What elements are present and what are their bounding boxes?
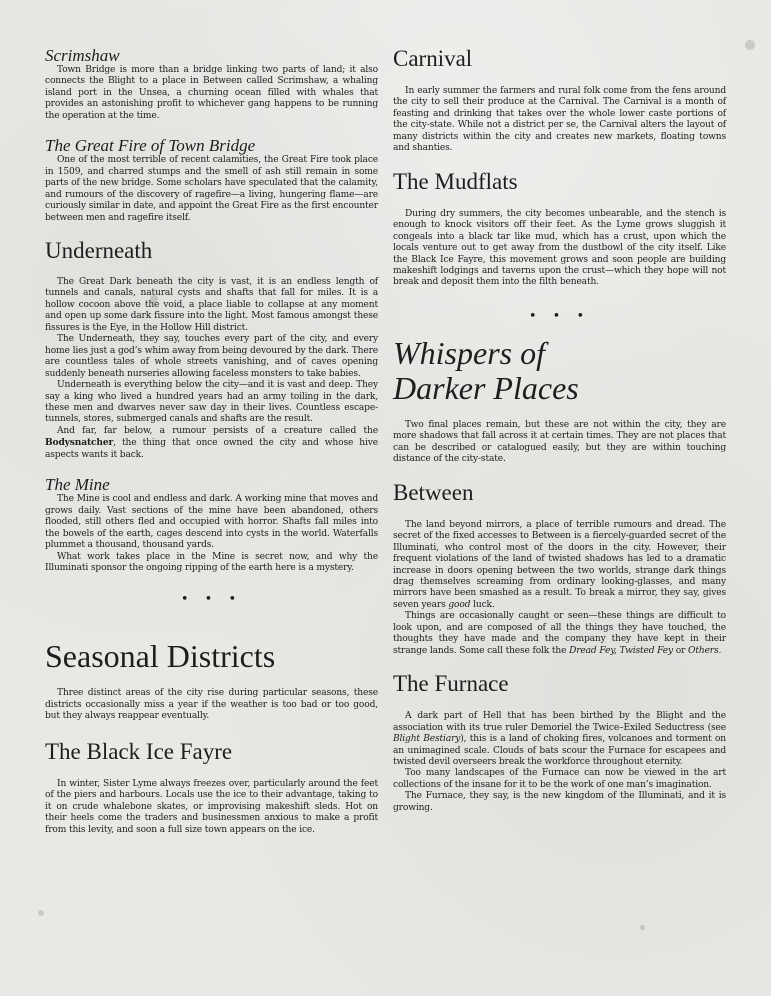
section-mine [45, 475, 378, 574]
paragraph [393, 711, 726, 768]
paragraph: The Furnace, they say, is the new kingdom of the Illuminati, and it is growing. [393, 791, 726, 813]
heading-between: Between [393, 479, 474, 505]
blight-bestiary-ref: Blight Bestiary [393, 734, 461, 745]
text: good [448, 599, 471, 610]
paragraph: Underneath is everything below the city—and it is vast and deep. They say a king who lived a hundred years had an army toiling in the dark, these men and dwarves never saw day in their lives. Countless escape-tunnels, stores, submerged canals and shafts are the result. [45, 380, 378, 425]
heading-great-fire: The Great Fire of Town Bridge [45, 136, 256, 156]
paragraph: Town Bridge is more than a bridge linking two parts of land; it also connects the Blight to a place in Between called Scrimshaw, a whaling island port in the Unsea, a churning ocean filled with whales that provides an astonishing profit to whichever gang happens to be running the operation at the time. [45, 65, 378, 121]
text: Dread Fey, Twisted Fey [569, 645, 674, 656]
paragraph: During dry summers, the city becomes unbearable, and the stench is enough to knock visitors off their feet. As the Lyme grows sluggish it congeals into a black tar like mud, which has a crust, upon which the locals venture out to get away from the dustbowl of the city itself. Like the Black Ice Fayre, this movement grows and soon people are building makeshift lodgings and taverns upon the crust—which they hope will not break and deposit them into the filth beneath. [393, 208, 726, 288]
section-whispers [393, 336, 726, 466]
text: Others [688, 645, 719, 656]
heading-scrimshaw: Scrimshaw [45, 46, 120, 65]
section-scrimshaw [45, 46, 378, 122]
text: or [673, 645, 689, 656]
paragraph: In winter, Sister Lyme always freezes over, particularly around the feet of the piers and harbours. Locals use the ice to their advantage, taking to it on crude whalebone skates, or improvising makeshift sleds. Hot on their heels come the traders and businessmen anxious to make a profit from this levity, and soon a full size town appears on the ice. [45, 778, 378, 835]
section-between [393, 480, 726, 657]
heading-seasonal-districts: Seasonal Districts [45, 638, 276, 675]
text: , the thing that once owned the city and whose hive aspects wants it back. [45, 438, 378, 460]
paragraph [393, 611, 726, 657]
section-divider: • • • [528, 308, 591, 324]
right-column [393, 42, 726, 814]
text: And far, far below, a rumour persists of a creature called the [57, 425, 378, 436]
heading-mine: The Mine [45, 475, 110, 495]
text: luck. [470, 599, 495, 610]
section-seasonal [45, 639, 378, 722]
text: . [718, 645, 722, 656]
section-great-fire [45, 136, 378, 224]
bodysnatcher-term: Bodysnatcher [45, 437, 114, 449]
heading-black-ice-fayre: The Black Ice Fayre [45, 738, 233, 764]
section-carnival [393, 46, 726, 155]
paragraph: Three distinct areas of the city rise during particular seasons, these districts occasionally miss a year if the weather is too bad or too good, but they always reappear eventually. [45, 688, 378, 722]
paper-speck [38, 910, 44, 916]
paper-speck [745, 40, 755, 50]
paragraph: In early summer the farmers and rural folk come from the fens around the city to sell their produce at the Carnival. The Carnival is a month of feasting and drinking that takes over the whole lower caste portions of the city-state. While not a district per se, the Carnival alters the layout of many districts within the city and creates new markets, floating towns and shanties. [393, 86, 726, 154]
section-underneath [45, 238, 378, 461]
left-column [45, 42, 378, 836]
heading-whispers-line1: Whispers of [393, 334, 545, 371]
heading-mudflats: The Mudflats [393, 168, 518, 194]
text: ), this is a land of choking fires, volcanoes and torment on an unimagined scale. Clouds of bats scour the Furnace for escapees and twisted devil overseers break the workforce throughout eternity. [393, 734, 726, 767]
paragraph: The Mine is cool and endless and dark. A working mine that moves and grows daily. Vast sections of the mine have been abandoned, others flooded, still others fled and occupied with horror. Shafts fall miles into the bowels of the earth, cages descend into cysts in the world. Waterfalls plummet a thousand, thousand yards. [45, 494, 378, 551]
heading-carnival: Carnival [393, 46, 473, 71]
section-black-ice [45, 739, 378, 836]
section-furnace [393, 671, 726, 814]
text: The land beyond mirrors, a place of terrible rumours and dread. The secret of the fixed accesses to Between is a fiercely-guarded secret of the Illuminati, who control most of the doors in the city. However, their frequent violations of the land of twisted shadows has led to a dramatic increase in doors opening between the two worlds, strange dark things drag themselves screaming from ordinary looking-glasses, and many mirrors have been smashed as a result. To break a mirror, they say, gives seven years [393, 519, 726, 610]
paragraph: Two final places remain, but these are not within the city, they are more shadows that fall across it at certain times. They are not places that can be described or catalogued easily, but they are within touching distance of the city-state. [393, 419, 726, 465]
heading-underneath: Underneath [45, 237, 153, 263]
paragraph: Too many landscapes of the Furnace can now be viewed in the art collections of the insane for it to be the work of one man’s imagination. [393, 768, 726, 790]
paragraph: The Underneath, they say, touches every part of the city, and every home lies just a god’s whim away from being devoured by the dark. There are countless tales of whole streets vanishing, and of caves opening suddenly beneath nurseries allowing faceless monsters to take babies. [45, 334, 378, 379]
text: Things are occasionally caught or seen—these things are difficult to look upon, and are composed of all the things they have touched, the thoughts they have made and the company they have kept in their strange lands. Some call these folk the [393, 611, 726, 656]
section-mudflats [393, 169, 726, 289]
section-divider: • • • [180, 592, 243, 608]
heading-whispers-line2: Darker Places [393, 369, 579, 406]
paragraph [45, 426, 378, 461]
paper-speck [640, 925, 645, 930]
paragraph: The Great Dark beneath the city is vast, it is an endless length of tunnels and canals, natural cysts and shafts that fall for miles. It is a hollow cocoon above the void, a place liable to collapse at any moment and open up some dark fissure into the light. Most famous amongst these fissures is the Eye, in the Hollow Hill district. [45, 276, 378, 333]
heading-furnace: The Furnace [393, 671, 509, 697]
paragraph: One of the most terrible of recent calamities, the Great Fire took place in 1509, and charred stumps and the smell of ash still remain in some parts of the new bridge. Some scholars have speculated that the calamity, and rumours of the discovery of ragefire—a living, hungering flame—are curiously similar in date, and appoint the Great Fire as the first encounter between men and ragefire itself. [45, 155, 378, 223]
paragraph [393, 520, 726, 612]
paragraph: What work takes place in the Mine is secret now, and why the Illuminati sponsor the ongoing ripping of the earth here is a mystery. [45, 551, 378, 573]
text: A dark part of Hell that has been birthed by the Blight and the association with its true ruler Demoriel the Twice–Exiled Seductress (see [393, 711, 726, 733]
